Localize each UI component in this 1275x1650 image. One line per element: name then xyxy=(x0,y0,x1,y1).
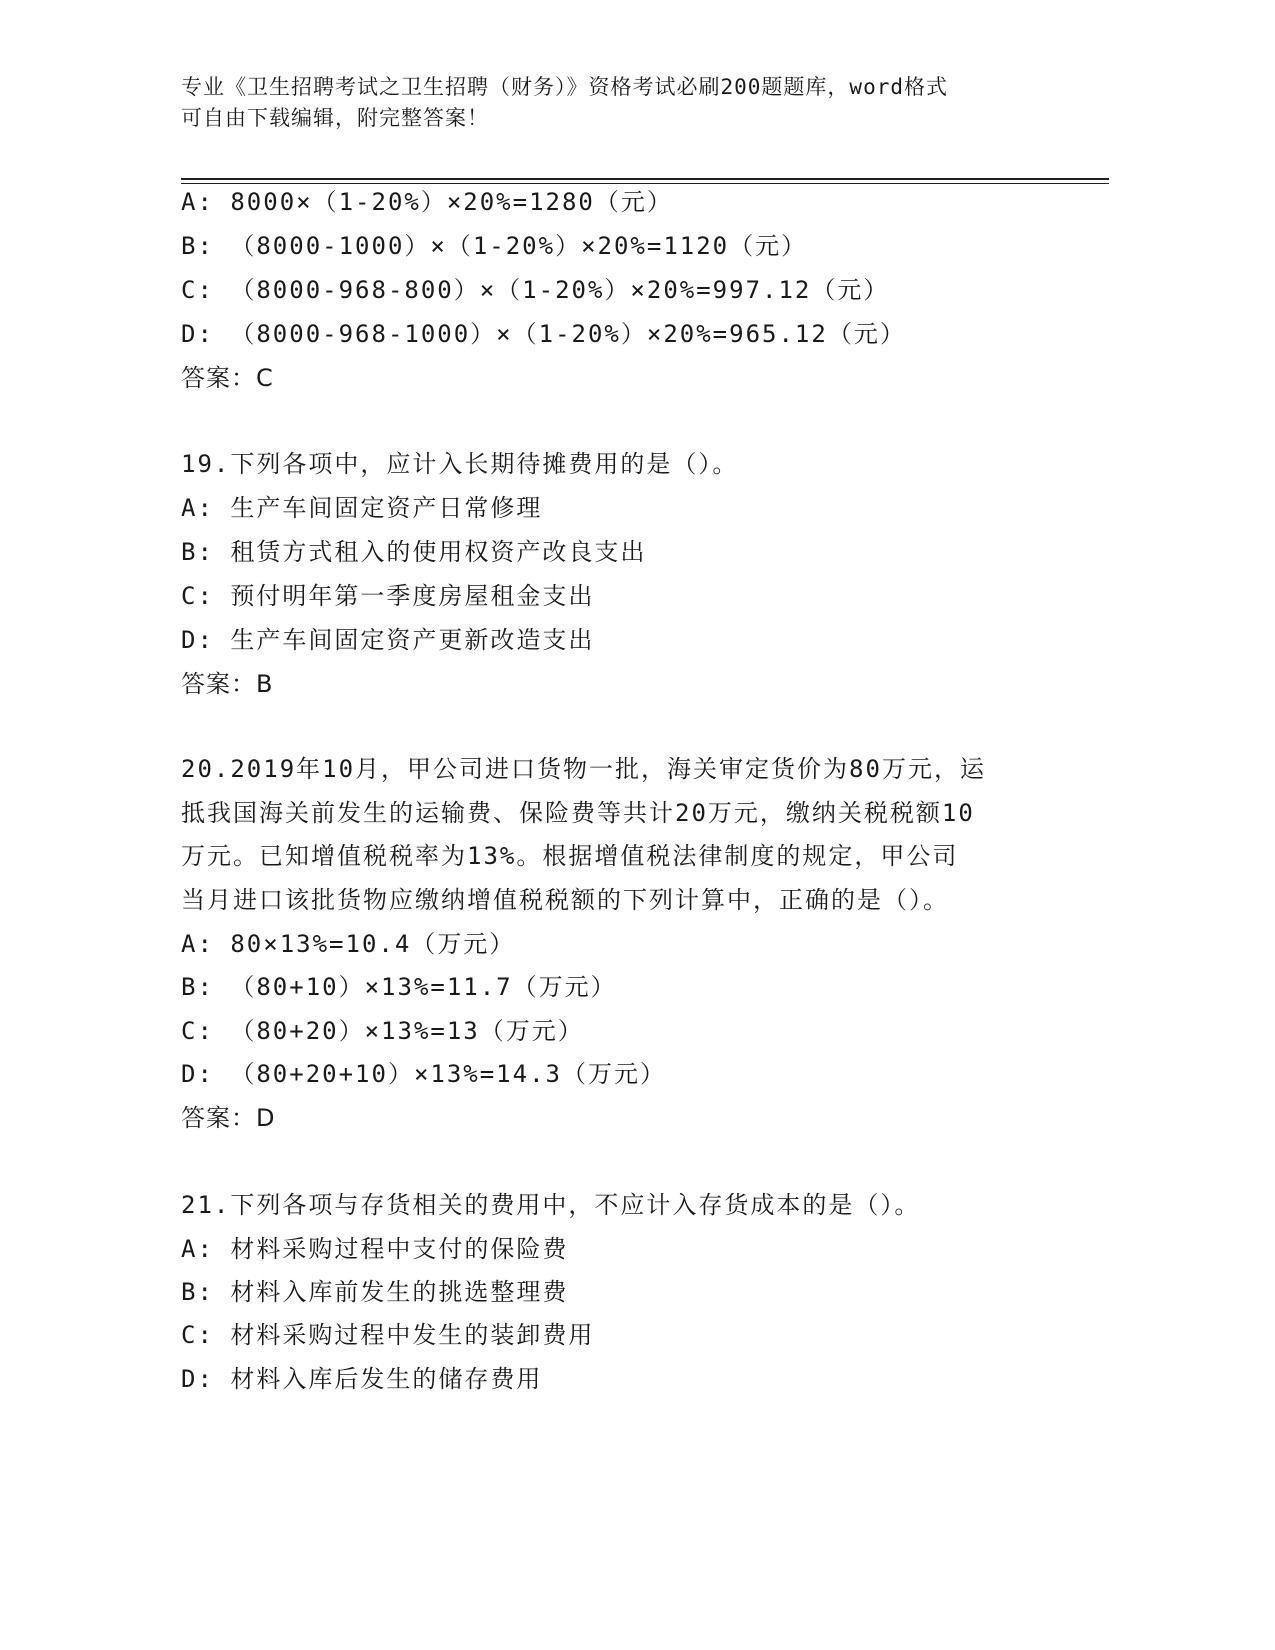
q19-answer: 答案：B xyxy=(181,670,274,698)
q18-option-d: D: （8000-968-1000）×（1-20%）×20%=965.12（元） xyxy=(181,320,906,348)
q20-stem-line-2: 抵我国海关前发生的运输费、保险费等共计20万元，缴纳关税税额10 xyxy=(181,799,975,827)
q19-option-d: D: 生产车间固定资产更新改造支出 xyxy=(181,626,595,654)
q18-option-b: B: （8000-1000）×（1-20%）×20%=1120（元） xyxy=(181,232,808,260)
q20-option-d: D: （80+20+10）×13%=14.3（万元） xyxy=(181,1060,666,1088)
q20-stem-line-3: 万元。已知增值税税率为13%。根据增值税法律制度的规定，甲公司 xyxy=(181,842,959,870)
header-line-1: 专业《卫生招聘考试之卫生招聘（财务）》资格考试必刷200题题库，word格式 xyxy=(181,75,948,99)
q21-option-a: A: 材料采购过程中支付的保险费 xyxy=(181,1235,569,1263)
q21-option-b: B: 材料入库前发生的挑选整理费 xyxy=(181,1278,569,1306)
q18-answer: 答案：C xyxy=(181,364,274,392)
document-header xyxy=(181,72,1061,134)
q18-option-c: C: （8000-968-800）×（1-20%）×20%=997.12（元） xyxy=(181,276,890,304)
q18-option-a: A: 8000×（1-20%）×20%=1280（元） xyxy=(181,188,673,216)
q19-stem: 19.下列各项中，应计入长期待摊费用的是（）。 xyxy=(181,450,739,478)
q21-stem: 21.下列各项与存货相关的费用中，不应计入存货成本的是（）。 xyxy=(181,1191,921,1219)
q20-answer: 答案：D xyxy=(181,1104,276,1132)
q19-option-a: A: 生产车间固定资产日常修理 xyxy=(181,494,543,522)
q20-option-c: C: （80+20）×13%=13（万元） xyxy=(181,1017,584,1045)
header-line-2: 可自由下载编辑，附完整答案！ xyxy=(181,106,489,130)
q19-option-b: B: 租赁方式租入的使用权资产改良支出 xyxy=(181,538,647,566)
q19-option-c: C: 预付明年第一季度房屋租金支出 xyxy=(181,582,595,610)
header-divider-thin xyxy=(181,183,1109,184)
q20-stem-line-1: 20.2019年10月，甲公司进口货物一批，海关审定货价为80万元，运 xyxy=(181,755,986,783)
q21-option-c: C: 材料采购过程中发生的装卸费用 xyxy=(181,1321,595,1349)
q20-option-b: B: （80+10）×13%=11.7（万元） xyxy=(181,973,617,1001)
q21-option-d: D: 材料入库后发生的储存费用 xyxy=(181,1365,543,1393)
q20-stem-line-4: 当月进口该批货物应缴纳增值税税额的下列计算中，正确的是（）。 xyxy=(181,886,949,914)
q20-option-a: A: 80×13%=10.4（万元） xyxy=(181,930,516,958)
header-divider-thick xyxy=(181,178,1109,180)
